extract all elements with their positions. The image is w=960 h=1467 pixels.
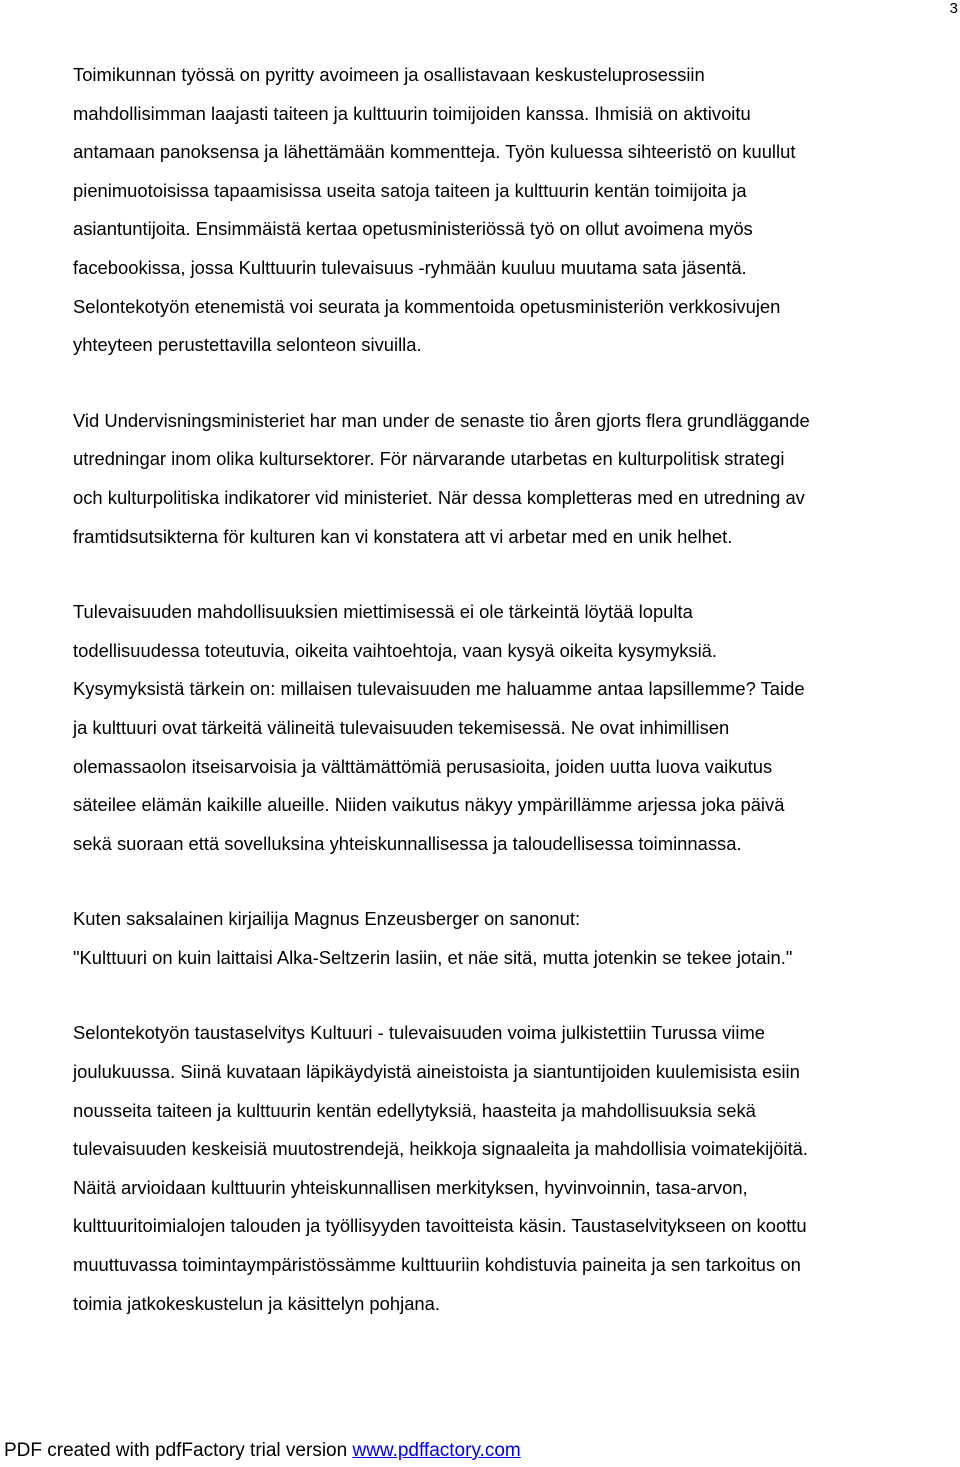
text-line: Kysymyksistä tärkein on: millaisen tulevaisuuden me haluamme antaa lapsillemme? Taide	[73, 678, 805, 700]
text-line: framtidsutsikterna för kulturen kan vi konstatera att vi arbetar med en unik helhet.	[73, 525, 733, 547]
paragraph-spacer	[73, 977, 958, 1014]
text-line: toimia jatkokeskustelun ja käsittelyn pohjana.	[73, 1292, 440, 1314]
text-line: joulukuussa. Siinä kuvataan läpikäydyistä aineistoista ja siantuntijoiden kuulemisista esiin	[73, 1061, 800, 1083]
text-line: asiantuntijoita. Ensimmäistä kertaa opetusministeriössä työ on ollut avoimena myös	[73, 218, 753, 240]
text-line: Kuten saksalainen kirjailija Magnus Enzeusberger on sanonut:	[73, 908, 581, 930]
paragraph-spacer	[73, 365, 958, 402]
paragraph-process	[73, 56, 958, 365]
pdffactory-link[interactable]: www.pdffactory.com	[352, 1440, 521, 1461]
text-line: Selontekotyön etenemistä voi seurata ja kommentoida opetusministeriön verkkosivujen	[73, 295, 781, 317]
paragraph-future	[73, 593, 958, 863]
text-line: facebookissa, jossa Kulttuurin tulevaisuus -ryhmään kuuluu muutama sata jäsentä.	[73, 256, 747, 278]
text-line: muuttuvassa toimintaympäristössämme kulttuuriin kohdistuvia paineita ja sen tarkoitus on	[73, 1254, 801, 1276]
text-line: todellisuudessa toteutuvia, oikeita vaihtoehtoja, vaan kysyä oikeita kysymyksiä.	[73, 639, 718, 661]
paragraph-background-report	[73, 1014, 958, 1323]
paragraph-spacer	[73, 863, 958, 900]
pdf-footer	[4, 1439, 521, 1463]
footer-text: PDF created with pdfFactory trial version	[4, 1440, 353, 1461]
text-line: och kulturpolitiska indikatorer vid ministeriet. När dessa kompletteras med en utredning av	[73, 486, 805, 508]
text-line: kulttuuritoimialojen talouden ja työllisyyden tavoitteista käsin. Taustaselvitykseen on koottu	[73, 1215, 807, 1237]
text-line: antamaan panoksensa ja lähettämään kommentteja. Työn kuluessa sihteeristö on kuullut	[73, 141, 796, 163]
text-line: säteilee elämän kaikille alueille. Niiden vaikutus näkyy ympärillämme arjessa joka päivä	[73, 794, 785, 816]
text-line: Toimikunnan työssä on pyritty avoimeen ja osallistavaan keskusteluprosessiin	[73, 64, 705, 85]
quote-line: "Kulttuuri on kuin laittaisi Alka-Seltzerin lasiin, et näe sitä, mutta jotenkin se tekee jotain."	[73, 946, 793, 968]
page-number: 3	[949, 0, 958, 17]
text-line: yhteyteen perustettavilla selonteon sivuilla.	[73, 334, 422, 356]
paragraph-quote	[73, 900, 958, 977]
paragraph-swedish	[73, 402, 958, 556]
text-line: olemassaolon itseisarvoisia ja välttämättömiä perusasioita, joiden uutta luova vaikutus	[73, 755, 773, 777]
text-line: Vid Undervisningsministeriet har man under de senaste tio åren gjorts flera grundläggande	[73, 409, 810, 431]
text-line: nousseita taiteen ja kulttuurin kentän edellytyksiä, haasteita ja mahdollisuuksia sekä	[73, 1099, 756, 1121]
text-line: Tulevaisuuden mahdollisuuksien miettimisessä ei ole tärkeintä löytää lopulta	[73, 601, 693, 623]
text-line: tulevaisuuden keskeisiä muutostrendejä, heikkoja signaaleita ja mahdollisia voimatekijöitä.	[73, 1138, 809, 1160]
text-line: pienimuotoisissa tapaamisissa useita satoja taiteen ja kulttuurin kentän toimijoita ja	[73, 179, 747, 201]
text-line: sekä suoraan että sovelluksina yhteiskunnallisessa ja taloudellisessa toiminnassa.	[73, 832, 742, 854]
text-line: utredningar inom olika kultursektorer. För närvarande utarbetas en kulturpolitisk strategi	[73, 448, 785, 470]
text-line: ja kulttuuri ovat tärkeitä välineitä tulevaisuuden tekemisessä. Ne ovat inhimillisen	[73, 716, 730, 738]
paragraph-spacer	[73, 556, 958, 593]
text-line: mahdollisimman laajasti taiteen ja kulttuurin toimijoiden kanssa. Ihmisiä on aktivoitu	[73, 102, 751, 124]
document-body	[73, 56, 958, 1323]
text-line: Näitä arvioidaan kulttuurin yhteiskunnallisen merkityksen, hyvinvoinnin, tasa-arvon,	[73, 1176, 748, 1198]
text-line: Selontekotyön taustaselvitys Kultuuri - tulevaisuuden voima julkistettiin Turussa viime	[73, 1022, 766, 1044]
